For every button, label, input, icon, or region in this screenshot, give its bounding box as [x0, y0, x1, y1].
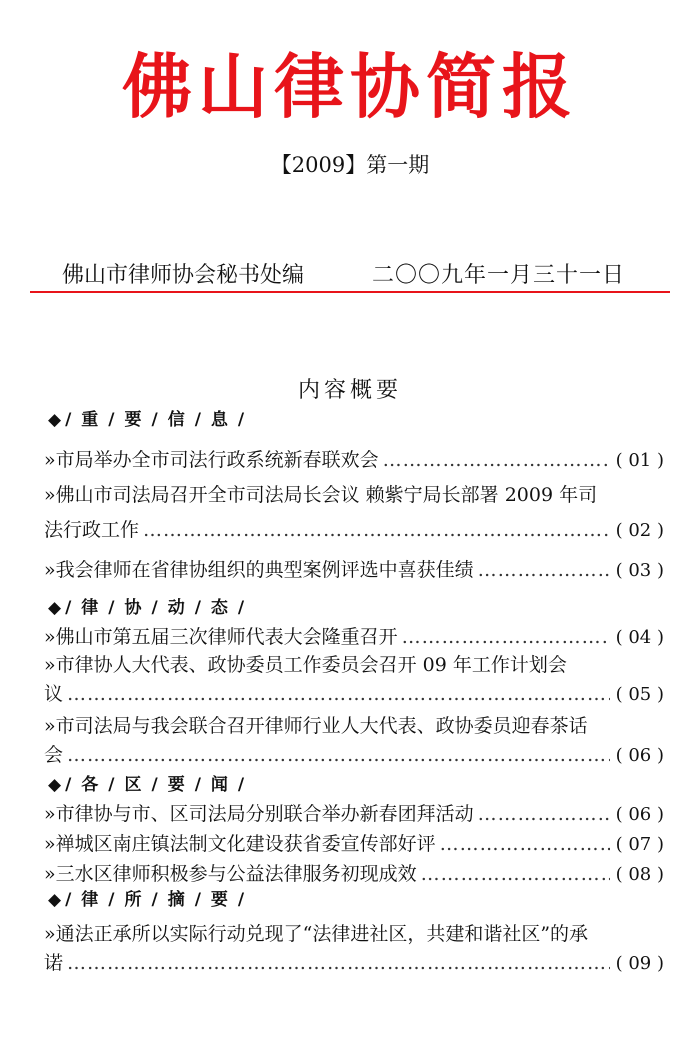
section-heading — [48, 888, 254, 912]
dot-leader — [478, 801, 610, 828]
toc-heading: 内容概要 — [297, 378, 402, 403]
page-number: ( 05 ) — [615, 684, 664, 705]
page-number: ( 01 ) — [615, 450, 664, 471]
entry-title: »我会律师在省律协组织的典型案例评选中喜获佳绩 — [44, 559, 474, 581]
entry-title: »市局举办全市司法行政系统新春联欢会 — [44, 449, 379, 471]
section-label: /律/所/摘/要/ — [65, 890, 255, 910]
toc-entry[interactable] — [44, 713, 664, 769]
diamond-bullet-icon: ◆ — [48, 598, 62, 618]
dot-leader — [383, 447, 610, 474]
section-label: /各/区/要/闻/ — [65, 775, 255, 795]
publication-date: 二〇〇九年一月三十一日 — [372, 263, 626, 288]
dot-leader — [67, 681, 610, 708]
dot-leader — [421, 861, 610, 888]
dot-leader — [440, 831, 610, 858]
dot-leader — [67, 950, 610, 977]
toc-entry[interactable] — [44, 624, 664, 651]
entry-title: »市律协人大代表、政协委员工作委员会召开 09 年工作计划会 — [44, 654, 567, 676]
toc-entry[interactable] — [44, 557, 664, 584]
entry-title: »市律协与市、区司法局分别联合举办新春团拜活动 — [44, 803, 474, 825]
toc-entry[interactable] — [44, 482, 664, 544]
dot-leader — [402, 624, 610, 651]
section-label: /重/要/信/息/ — [65, 410, 255, 430]
entry-title: »佛山市司法局召开全市司法局长会议 赖紫宁局长部署 2009 年司 — [44, 484, 598, 506]
publisher-row — [62, 262, 662, 290]
toc-entry[interactable] — [44, 652, 664, 708]
dot-leader — [143, 517, 610, 544]
publication-title: 佛山律协简报 — [122, 46, 578, 128]
entry-title: »佛山市第五届三次律师代表大会隆重召开 — [44, 626, 398, 648]
page-number: ( 02 ) — [615, 520, 664, 541]
page-number: ( 07 ) — [615, 834, 664, 855]
toc-entry[interactable] — [44, 801, 664, 828]
entry-title-cont: 会 — [44, 744, 64, 766]
entry-title: »市司法局与我会联合召开律师行业人大代表、政协委员迎春茶话 — [44, 715, 588, 737]
header-divider — [30, 291, 670, 293]
page-number: ( 09 ) — [615, 953, 664, 974]
diamond-bullet-icon: ◆ — [48, 410, 62, 430]
section-heading — [48, 773, 254, 797]
entry-title-cont: 议 — [44, 683, 64, 705]
entry-title: »禅城区南庄镇法制文化建设获省委宣传部好评 — [44, 833, 436, 855]
page-number: ( 04 ) — [615, 627, 664, 648]
toc-entry[interactable] — [44, 921, 664, 977]
entry-title: »通法正承所以实际行动兑现了“法律进社区，共建和谐社区”的承 — [44, 923, 589, 945]
entry-title-cont: 法行政工作 — [44, 519, 140, 541]
entry-title-cont: 诺 — [44, 952, 64, 974]
entry-title: »三水区律师积极参与公益法律服务初现成效 — [44, 863, 417, 885]
dot-leader — [67, 742, 610, 769]
dot-leader — [478, 557, 610, 584]
diamond-bullet-icon: ◆ — [48, 890, 62, 910]
page-number: ( 03 ) — [615, 560, 664, 581]
issue-number: 【2009】第一期 — [270, 153, 430, 177]
toc-entry[interactable] — [44, 861, 664, 888]
publisher: 佛山市律师协会秘书处编 — [62, 263, 305, 288]
diamond-bullet-icon: ◆ — [48, 775, 62, 795]
page-number: ( 06 ) — [615, 745, 664, 766]
page-number: ( 06 ) — [615, 804, 664, 825]
section-heading — [48, 408, 254, 432]
toc-entry[interactable] — [44, 831, 664, 858]
toc-entry[interactable] — [44, 447, 664, 474]
section-label: /律/协/动/态/ — [65, 598, 255, 618]
page-number: ( 08 ) — [615, 864, 664, 885]
section-heading — [48, 596, 254, 620]
